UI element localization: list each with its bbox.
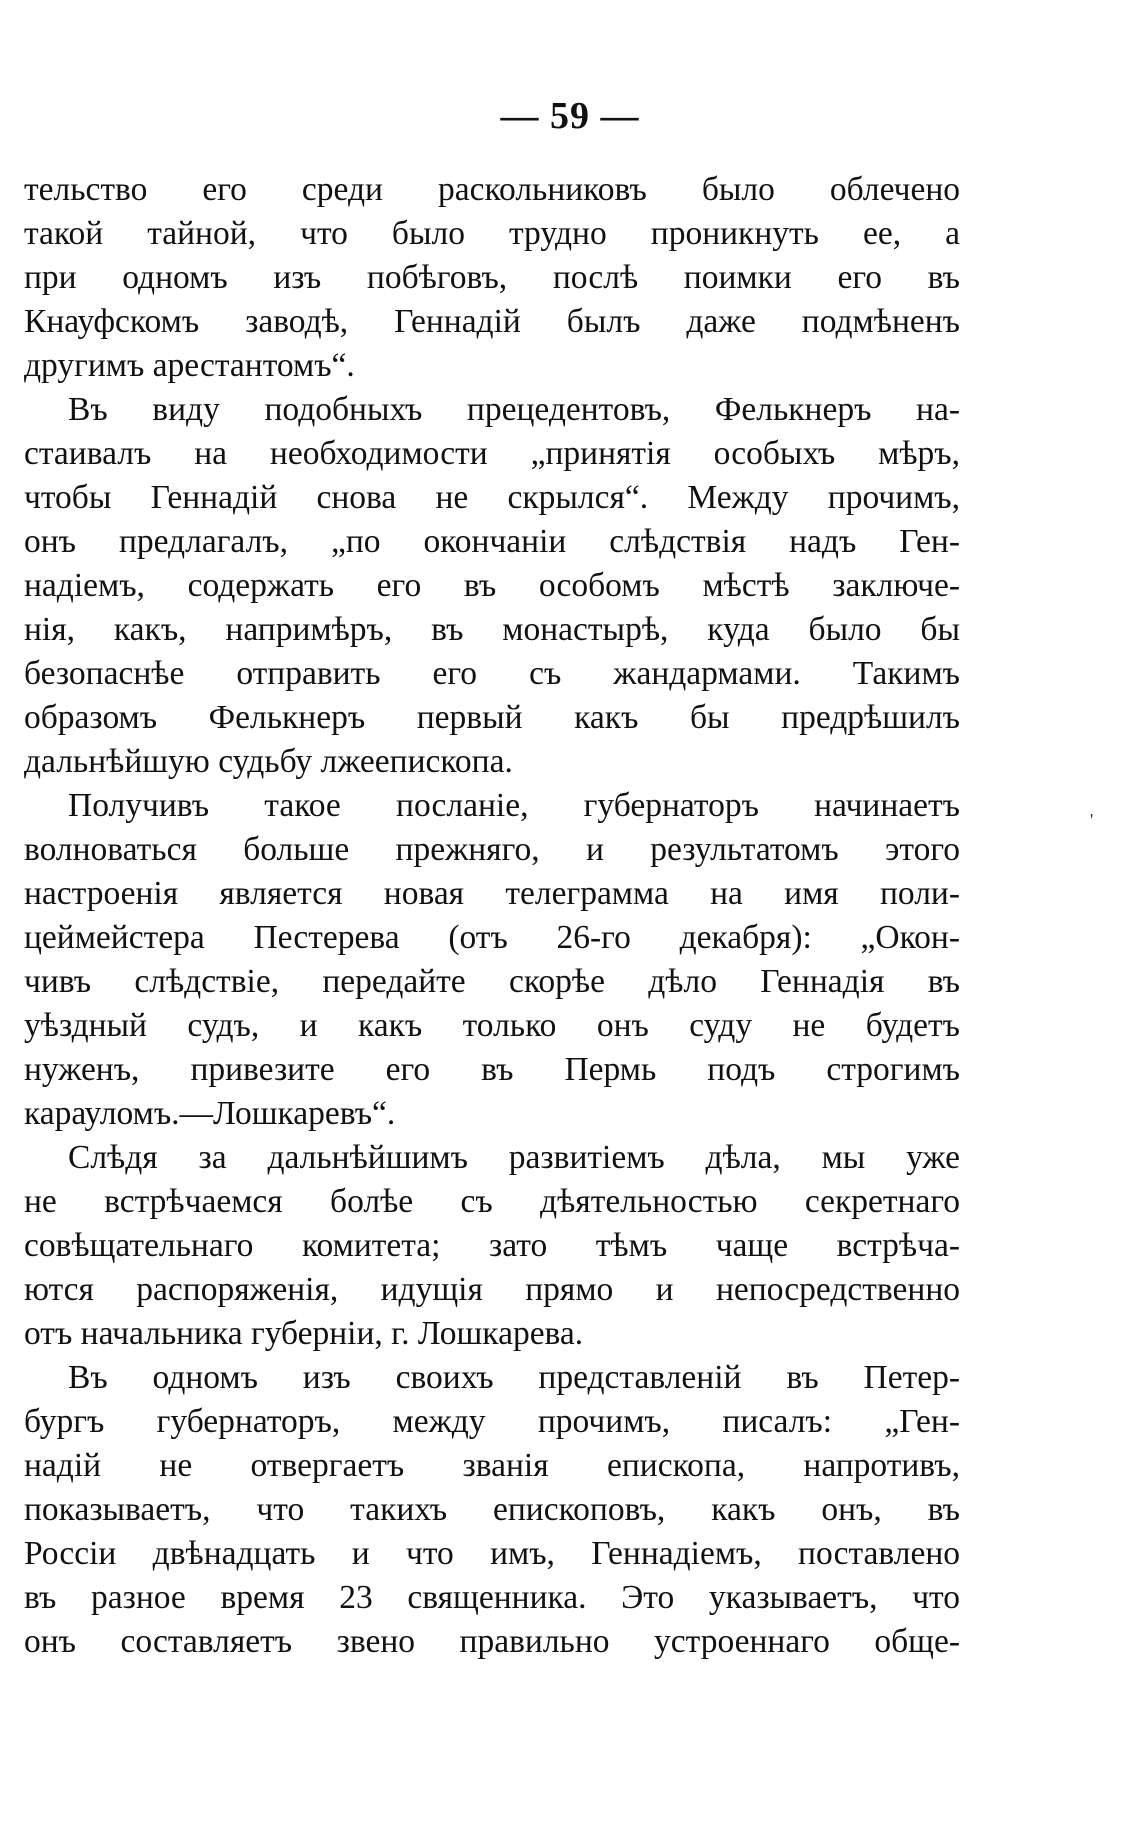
text-line: цеймейстера Пестерева (отъ 26-го декабря): „Окон- [24, 919, 960, 956]
text-line: нія, какъ, напримѣръ, въ монастырѣ, куда было бы [24, 611, 960, 648]
text-line: надіемъ, содержать его въ особомъ мѣстѣ заключе- [24, 567, 960, 604]
text-line: онъ предлагалъ, „по окончаніи слѣдствія надъ Ген- [24, 523, 960, 560]
text-line: нуженъ, привезите его въ Пермь подъ строгимъ [24, 1051, 960, 1088]
text-line: такой тайной, что было трудно проникнуть ее, а [24, 215, 960, 252]
text-line: безопаснѣе отправить его съ жандармами. Такимъ [24, 655, 960, 692]
paragraph [24, 388, 960, 784]
text-line: показываетъ, что такихъ епископовъ, какъ онъ, въ [24, 1491, 960, 1528]
text-line: чивъ слѣдствіе, передайте скорѣе дѣло Геннадія въ [24, 963, 960, 1000]
paragraph [24, 784, 960, 1136]
margin-speck: ' [1090, 810, 1094, 830]
text-line: Въ одномъ изъ своихъ представленій въ Петер- [68, 1359, 960, 1396]
paragraph [24, 168, 960, 388]
text-line: онъ составляетъ звено правильно устроеннаго обще- [24, 1623, 960, 1660]
text-line: бургъ губернаторъ, между прочимъ, писалъ: „Ген- [24, 1403, 960, 1440]
text-line: Получивъ такое посланіе, губернаторъ начинаетъ [68, 787, 960, 824]
body-text [24, 168, 960, 1664]
text-line: уѣздный судъ, и какъ только онъ суду не будетъ [24, 1007, 960, 1044]
text-line: другимъ арестантомъ“. [24, 347, 355, 384]
text-line: волноваться больше прежняго, и результатомъ этого [24, 831, 960, 868]
text-line: надій не отвергаетъ званія епископа, напротивъ, [24, 1447, 960, 1484]
text-line: карауломъ.—Лошкаревъ“. [24, 1095, 396, 1132]
text-line: ются распоряженія, идущія прямо и непосредственно [24, 1271, 960, 1308]
text-line: Слѣдя за дальнѣйшимъ развитіемъ дѣла, мы уже [68, 1139, 960, 1176]
paragraph [24, 1136, 960, 1356]
text-line: тельство его среди раскольниковъ было облечено [24, 171, 960, 208]
text-line: отъ начальника губерніи, г. Лошкарева. [24, 1315, 584, 1352]
text-line: Въ виду подобныхъ прецедентовъ, Фелькнеръ на- [68, 391, 960, 428]
text-line: не встрѣчаемся болѣе съ дѣятельностью секретнаго [24, 1183, 960, 1220]
paragraph [24, 1356, 960, 1664]
text-line: чтобы Геннадій снова не скрылся“. Между прочимъ, [24, 479, 960, 516]
text-line: образомъ Фелькнеръ первый какъ бы предрѣшилъ [24, 699, 960, 736]
text-line: дальнѣйшую судьбу лжеепископа. [24, 743, 513, 780]
text-line: настроенія является новая телеграмма на имя поли- [24, 875, 960, 912]
page-number: — 59 — [500, 95, 640, 137]
text-line: Кнауфскомъ заводѣ, Геннадій былъ даже подмѣненъ [24, 303, 960, 340]
text-line: Россіи двѣнадцать и что имъ, Геннадіемъ, поставлено [24, 1535, 960, 1572]
text-line: при одномъ изъ побѣговъ, послѣ поимки его въ [24, 259, 960, 296]
text-line: совѣщательнаго комитета; зато тѣмъ чаще встрѣча- [24, 1227, 960, 1264]
text-line: въ разное время 23 священника. Это указываетъ, что [24, 1579, 960, 1616]
text-line: стаивалъ на необходимости „принятія особыхъ мѣръ, [24, 435, 960, 472]
